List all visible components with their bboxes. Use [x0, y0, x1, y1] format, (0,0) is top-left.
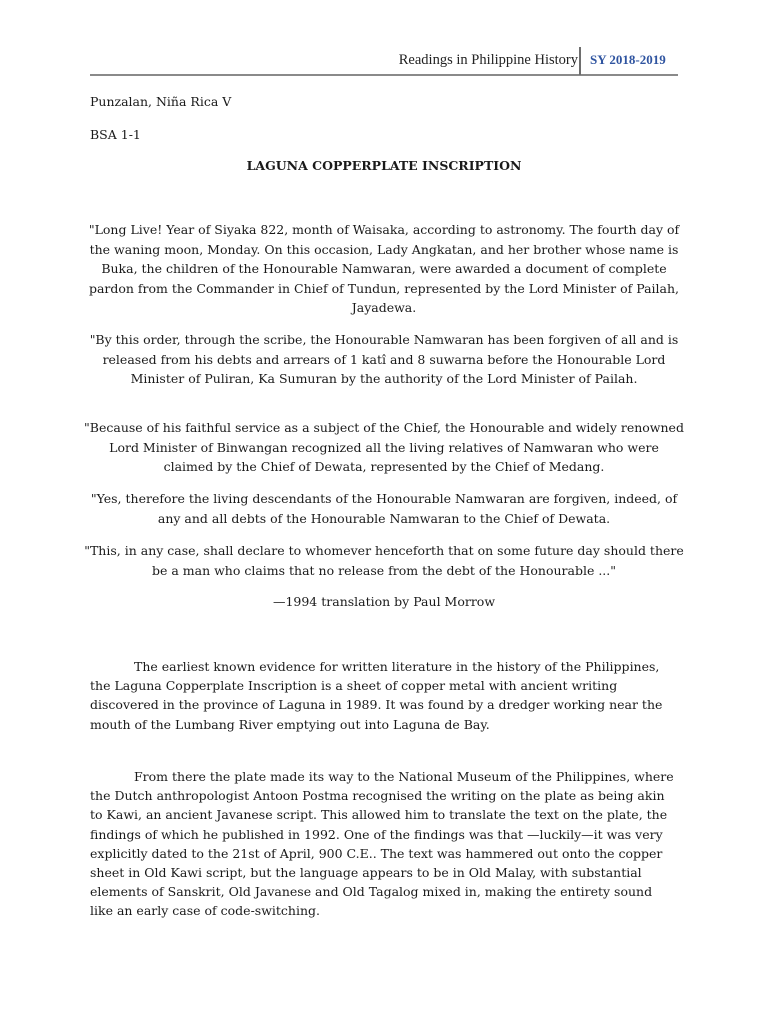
school-year: SY 2018-2019: [590, 52, 666, 67]
body-paragraph: The earliest known evidence for written literature in the history of the Philippines, the Laguna Copperplate Inscription is a sheet of copper metal with ancient writing discovered in the province of Laguna in 1989. It was found by a dredger working near the mouth of the Lumbang River emptying out into Laguna de Bay.: [90, 659, 663, 732]
body-paragraph: From there the plate made its way to the National Museum of the Philippines, where the Dutch anthropologist Antoon Postma recognised the writing on the plate as being akin to Kawi, an ancient Javanese script. This allowed him to translate the text on the plate, the findings of which he published in 1992. One of the findings was that —luckily—it was very explicitly dated to the 21st of April, 900 C.E.. The text was hammered out onto the copper sheet in Old Kawi script, but the language appears to be in Old Malay, with substantial elements of Sanskrit, Old Javanese and Old Tagalog mixed in, making the entirety sound like an early case of code-switching.: [90, 769, 674, 919]
inscription-quote: "Yes, therefore the living descendants of the Honourable Namwaran are forgiven, indeed, of any and all debts of the Honourable Namwaran to the Chief of Dewata.: [90, 491, 678, 526]
document-title: LAGUNA COPPERPLATE INSCRIPTION: [246, 158, 522, 173]
header-divider: [579, 47, 581, 75]
course-title: Readings in Philippine History: [398, 52, 578, 68]
student-name: Punzalan, Niña Rica V: [90, 94, 232, 109]
page-header: [90, 44, 678, 76]
student-section: BSA 1-1: [90, 127, 141, 142]
inscription-quote: "Because of his faithful service as a subject of the Chief, the Honourable and widely renowned Lord Minister of Binwangan recognized all the living relatives of Namwaran who were claimed by the Chief of Dewata, represented by the Chief of Medang.: [84, 420, 684, 474]
inscription-quote: "Long Live! Year of Siyaka 822, month of Waisaka, according to astronomy. The fourth day of the waning moon, Monday. On this occasion, Lady Angkatan, and her brother whose name is Buka, the children of the Honourable Namwaran, were awarded a document of complete pardon from the Commander in Chief of Tundun, represented by the Lord Minister of Pailah, Jayadewa.: [88, 222, 680, 315]
inscription-quote: "By this order, through the scribe, the Honourable Namwaran has been forgiven of all and is released from his debts and arrears of 1 katî and 8 suwarna before the Honourable Lord Minister of Puliran, Ka Sumuran by the authority of the Lord Minister of Pailah.: [89, 332, 679, 386]
inscription-quote: "This, in any case, shall declare to whomever henceforth that on some future day should there be a man who claims that no release from the debt of the Honourable ...": [84, 543, 684, 578]
translation-attribution: —1994 translation by Paul Morrow: [272, 594, 496, 609]
